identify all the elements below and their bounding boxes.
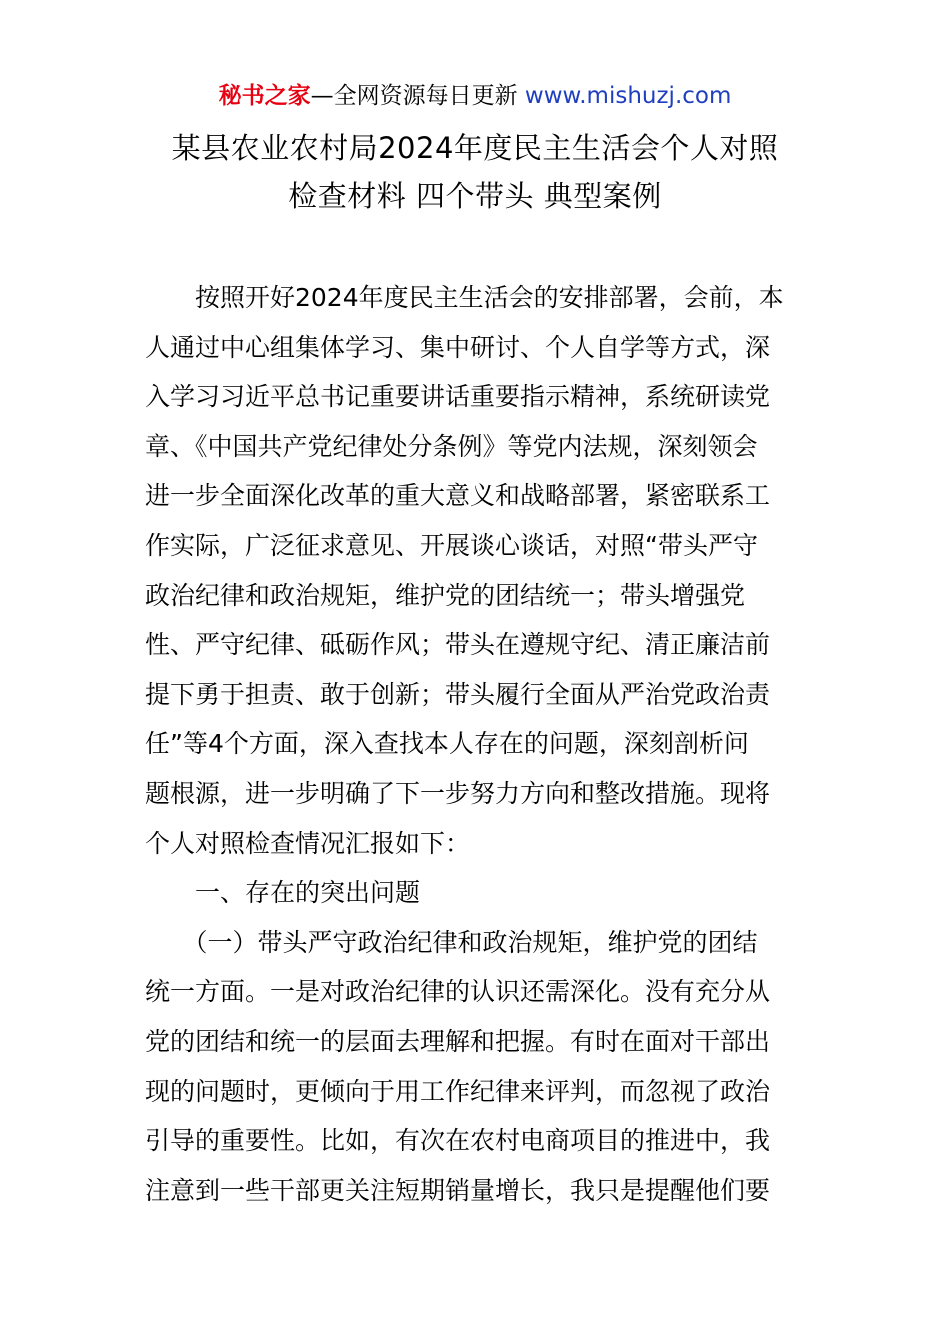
document-body xyxy=(145,273,815,1215)
body-line: 进一步全面深化改革的重大意义和战略部署，紧密联系工 xyxy=(145,481,771,511)
body-line: 现的问题时，更倾向于用工作纪律来评判，而忽视了政治 xyxy=(145,1076,771,1106)
body-line: 政治纪律和政治规矩，维护党的团结统一；带头增强党 xyxy=(145,580,746,610)
body-line: 人通过中心组集体学习、集中研讨、个人自学等方式，深 xyxy=(145,332,771,362)
body-line: （一）带头严守政治纪律和政治规矩，维护党的团结 xyxy=(145,927,758,957)
body-line: 统一方面。一是对政治纪律的认识还需深化。没有充分从 xyxy=(145,977,771,1007)
site-header xyxy=(0,80,950,112)
brand-name: 秘书之家 xyxy=(218,83,311,109)
header-tagline: —全网资源每日更新 xyxy=(310,83,525,109)
body-line: 题根源，进一步明确了下一步努力方向和整改措施。现将 xyxy=(145,778,771,808)
title-line-2: 检查材料 四个带头 典型案例 xyxy=(288,179,662,213)
body-line: 入学习习近平总书记重要讲话重要指示精神，系统研读党 xyxy=(145,382,771,412)
body-line: 章、《中国共产党纪律处分条例》等党内法规，深刻领会 xyxy=(145,431,758,461)
body-line: 按照开好2024年度民主生活会的安排部署，会前，本 xyxy=(145,283,784,312)
title-line-1: 某县农业农村局2024年度民主生活会个人对照 xyxy=(171,131,779,165)
body-line: 注意到一些干部更关注短期销量增长，我只是提醒他们要 xyxy=(145,1175,771,1205)
body-line: 个人对照检查情况汇报如下： xyxy=(145,828,471,858)
body-line: 作实际，广泛征求意见、开展谈心谈话，对照“带头严守 xyxy=(145,530,758,560)
body-line: 引导的重要性。比如，有次在农村电商项目的推进中，我 xyxy=(145,1126,771,1156)
document-title xyxy=(60,124,890,220)
body-line: 性、严守纪律、砥砺作风；带头在遵规守纪、清正廉洁前 xyxy=(145,630,771,660)
site-url-link[interactable]: www.mishuzj.com xyxy=(524,83,732,109)
body-line: 党的团结和统一的层面去理解和把握。有时在面对干部出 xyxy=(145,1026,771,1056)
section-heading: 一、存在的突出问题 xyxy=(145,878,421,908)
body-line: 提下勇于担责、敢于创新；带头履行全面从严治党政治责 xyxy=(145,679,771,709)
body-line: 任”等4个方面，深入查找本人存在的问题，深刻剖析问 xyxy=(145,729,749,759)
